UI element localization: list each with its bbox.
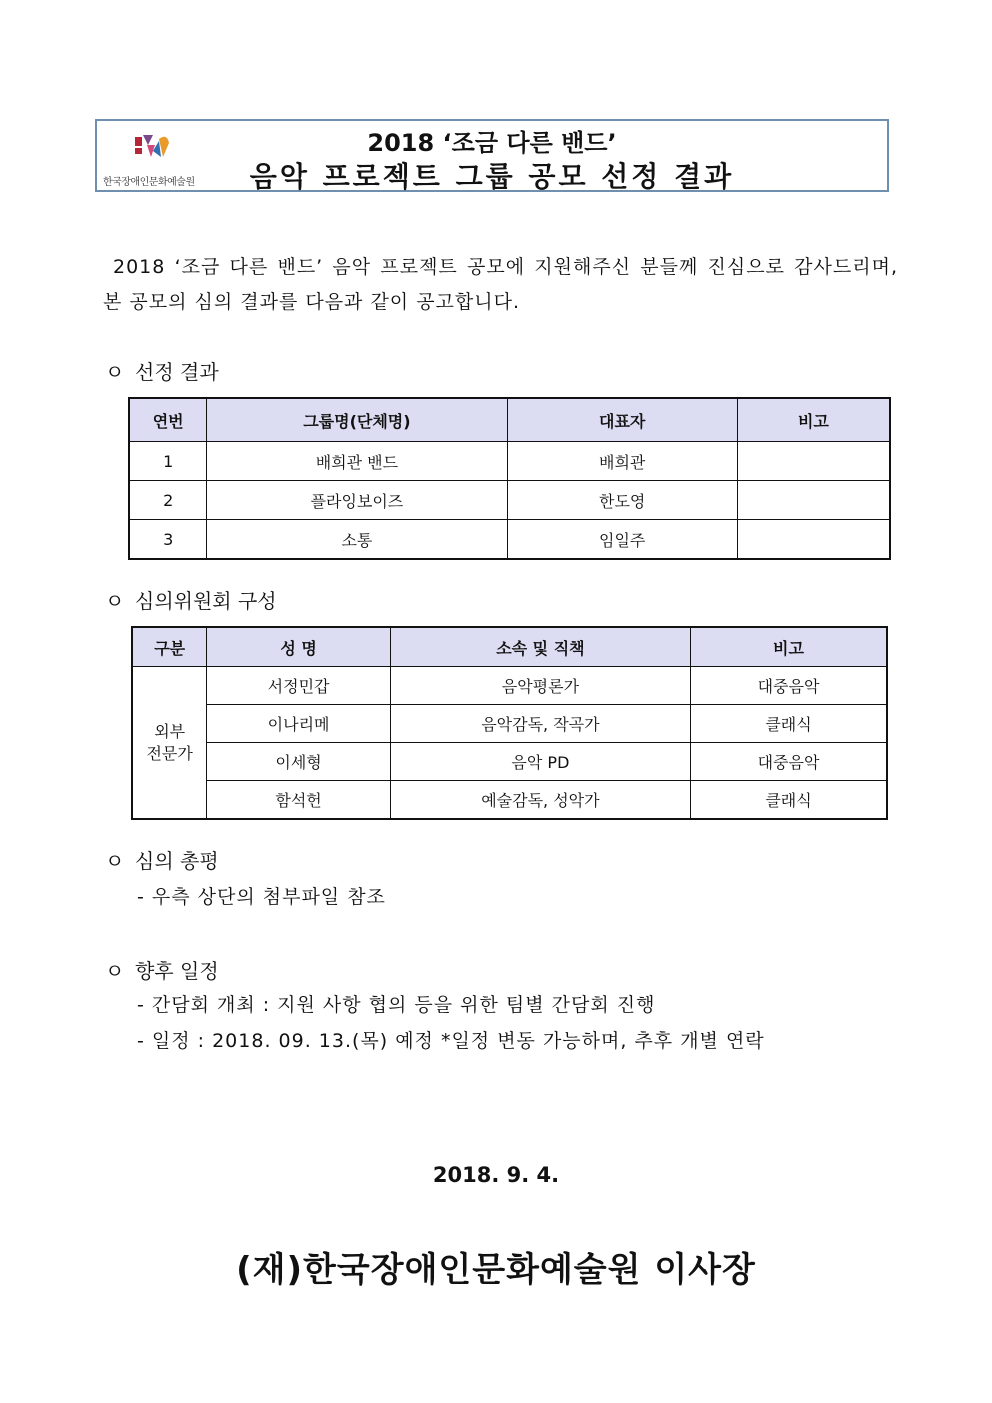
committee-table: [131, 626, 888, 820]
group-name: 배희관 밴드: [207, 442, 507, 481]
member-affiliation: 음악평론가: [390, 667, 690, 705]
member-note: 대중음악: [691, 743, 888, 781]
category-cell: [132, 667, 207, 820]
group-name: 소통: [207, 520, 507, 560]
section-committee: [105, 585, 277, 614]
column-header: 대표자: [507, 398, 737, 442]
category-line1: 외부: [154, 721, 186, 741]
selection-table: [128, 397, 891, 560]
member-note: 클래식: [691, 705, 888, 743]
bullet-icon: ㅇ: [105, 589, 125, 613]
schedule-item: - 간담회 개최 : 지원 사항 협의 등을 위한 팀별 간담회 진행: [137, 994, 656, 1016]
document-title-line2: 음악 프로젝트 그룹 공모 선정 결과: [249, 160, 735, 193]
table-row: [129, 442, 890, 481]
table-row: [132, 667, 887, 705]
representative: 한도영: [507, 481, 737, 520]
column-header: 그룹명(단체명): [207, 398, 507, 442]
section-schedule-title: 향후 일정: [135, 959, 219, 983]
member-note: 대중음악: [691, 667, 888, 705]
bullet-icon: ㅇ: [105, 360, 125, 384]
table-row: [132, 705, 887, 743]
member-name: 이나리메: [207, 705, 391, 743]
section-committee-title: 심의위원회 구성: [135, 589, 277, 613]
row-number: 1: [129, 442, 207, 481]
logo-text: 한국장애인문화예술원: [103, 177, 195, 188]
category-line2: 전문가: [146, 743, 193, 763]
note: [737, 520, 890, 560]
member-note: 클래식: [691, 781, 888, 820]
signature: (재)한국장애인문화예술원 이사장: [236, 1250, 756, 1290]
table-row: [129, 520, 890, 560]
representative: 임일주: [507, 520, 737, 560]
note: [737, 481, 890, 520]
section-review: [105, 845, 219, 874]
table-row: [132, 781, 887, 820]
section-schedule: [105, 955, 219, 984]
title-box: [95, 119, 889, 192]
row-number: 3: [129, 520, 207, 560]
review-detail: - 우측 상단의 첨부파일 참조: [137, 886, 386, 908]
member-name: 함석헌: [207, 781, 391, 820]
table-header-row: [129, 398, 890, 442]
section-selection: [105, 356, 219, 385]
bullet-icon: ㅇ: [105, 959, 125, 983]
member-affiliation: 음악감독, 작곡가: [390, 705, 690, 743]
row-number: 2: [129, 481, 207, 520]
column-header: 소속 및 직책: [390, 627, 690, 667]
column-header: 성 명: [207, 627, 391, 667]
member-name: 이세형: [207, 743, 391, 781]
table-header-row: [132, 627, 887, 667]
column-header: 연번: [129, 398, 207, 442]
schedule-item: - 일정 : 2018. 09. 13.(목) 예정 *일정 변동 가능하며, 추후 개별 연락: [137, 1030, 765, 1052]
section-review-title: 심의 총평: [135, 849, 219, 873]
representative: 배희관: [507, 442, 737, 481]
table-row: [132, 743, 887, 781]
column-header: 비고: [691, 627, 888, 667]
bullet-icon: ㅇ: [105, 849, 125, 873]
member-affiliation: 음악 PD: [390, 743, 690, 781]
document-date: 2018. 9. 4.: [432, 1163, 560, 1187]
table-row: [129, 481, 890, 520]
member-affiliation: 예술감독, 성악가: [390, 781, 690, 820]
member-name: 서정민갑: [207, 667, 391, 705]
column-header: 구분: [132, 627, 207, 667]
note: [737, 442, 890, 481]
column-header: 비고: [737, 398, 890, 442]
intro-paragraph: 2018 ‘조금 다른 밴드’ 음악 프로젝트 공모에 지원해주신 분들께 진심으로 감사드리며, 본 공모의 심의 결과를 다음과 같이 공고합니다.: [103, 256, 898, 313]
group-name: 플라잉보이즈: [207, 481, 507, 520]
document-title-line1: 2018 ‘조금 다른 밴드’: [367, 129, 617, 157]
section-selection-title: 선정 결과: [135, 360, 219, 384]
